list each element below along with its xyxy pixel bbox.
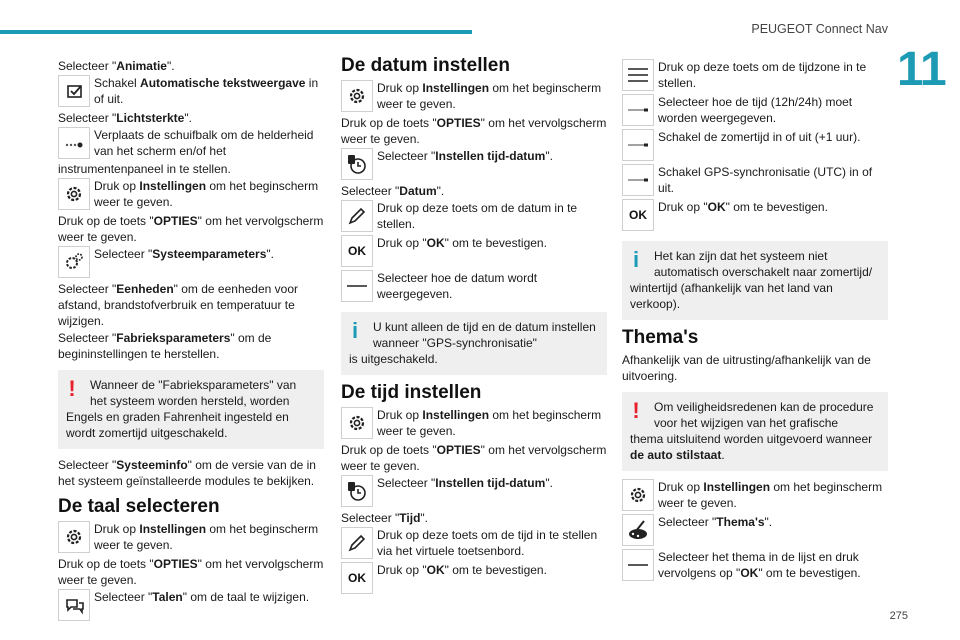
clock-icon [341, 475, 373, 507]
pencil-icon [341, 200, 373, 232]
paragraph: instrumentenpaneel in te stellen. [58, 162, 231, 176]
info-note: i Het kan zijn dat het systeem niet automatisch overschakelt naar zomertijd/ wintertijd (afhankelijk van het land van verkoop). [622, 241, 888, 320]
instruction-row: Druk op Instellingen om het beginscherm weer te geven. [341, 80, 607, 114]
instruction-row: Selecteer "Instellen tijd-datum". [341, 475, 607, 509]
clock-icon [341, 148, 373, 180]
header-title: PEUGEOT Connect Nav [751, 22, 888, 36]
paragraph: Selecteer "Fabrieksparameters" om de begininstellingen te herstellen. [58, 331, 272, 361]
section-heading: Thema's [622, 327, 699, 348]
paragraph: Selecteer "Tijd". [341, 511, 429, 525]
warning-icon: ! [68, 376, 76, 401]
theme-icon [622, 514, 654, 546]
instruction-row: Selecteer "Thema's". [622, 514, 888, 548]
instruction-row: OK Druk op "OK" om te bevestigen. [622, 199, 888, 233]
warning-note: ! Wanneer de "Fabrieksparameters" van het systeem worden hersteld, worden Engels en graden Fahrenheit ingesteld en wordt zomertijd uitgeschakeld. [58, 370, 324, 449]
instruction-row: Druk op Instellingen om het beginscherm weer te geven. [341, 407, 607, 441]
pencil-icon [341, 527, 373, 559]
paragraph: Selecteer "Lichtsterkte". [58, 111, 192, 125]
instruction-row: Druk op deze toets om de tijdzone in te stellen. [622, 59, 888, 93]
instruction-row: Druk op deze toets om de datum in te stellen. [341, 200, 607, 234]
list-icon [622, 59, 654, 91]
settings-icon [622, 479, 654, 511]
instruction-row: Schakel GPS-synchronisatie (UTC) in of uit. [622, 164, 888, 198]
warning-icon: ! [632, 398, 640, 423]
instruction-row: Selecteer "Talen" om de taal te wijzigen. [58, 589, 324, 623]
instruction-row: Selecteer hoe de datum wordt weergegeven. [341, 270, 607, 304]
paragraph: Druk op de toets "OPTIES" om het vervolgscherm weer te geven. [58, 214, 324, 244]
paragraph: Afhankelijk van de uitrusting/afhankelijk van de uitvoering. [622, 353, 871, 383]
section-heading: De tijd instellen [341, 382, 482, 403]
page-number: 275 [889, 610, 908, 622]
paragraph: Selecteer "Animatie". [58, 59, 175, 73]
settings-icon [58, 178, 90, 210]
paragraph: Selecteer "Datum". [341, 184, 445, 198]
ok-icon: OK [341, 235, 373, 267]
slider-icon [58, 127, 90, 159]
instruction-row: Schakel de zomertijd in of uit (+1 uur). [622, 129, 888, 163]
selector-icon [341, 270, 373, 302]
instruction-row: Selecteer "Systeemparameters". [58, 246, 324, 280]
paragraph: Druk op de toets "OPTIES" om het vervolgscherm weer te geven. [58, 557, 324, 587]
ok-icon: OK [341, 562, 373, 594]
instruction-row: Selecteer het thema in de lijst en druk vervolgens op "OK" om te bevestigen. [622, 549, 888, 583]
settings-icon [341, 407, 373, 439]
paragraph: Selecteer "Systeeminfo" om de versie van de in het systeem geïnstalleerde modules te bekijken. [58, 458, 316, 488]
language-icon [58, 589, 90, 621]
paragraph: Druk op de toets "OPTIES" om het vervolgscherm weer te geven. [341, 116, 607, 146]
instruction-row: Druk op Instellingen om het beginscherm weer te geven. [58, 521, 324, 555]
section-heading: De taal selecteren [58, 496, 220, 517]
paragraph: Selecteer "Eenheden" om de eenheden voor afstand, brandstofverbruik en temperatuur te wijzigen. [58, 282, 299, 328]
ok-icon: OK [622, 199, 654, 231]
info-note: i U kunt alleen de tijd en de datum instellen wanneer "GPS-synchronisatie" is uitgeschakeld. [341, 312, 607, 375]
instruction-row: Druk op deze toets om de tijd in te stellen via het virtuele toetsenbord. [341, 527, 607, 561]
instruction-row: Druk op Instellingen om het beginscherm weer te geven. [622, 479, 888, 513]
system-settings-icon [58, 246, 90, 278]
section-heading: De datum instellen [341, 55, 510, 76]
header-accent-bar [0, 30, 472, 34]
column-3 [622, 58, 888, 584]
info-icon: i [632, 247, 640, 272]
toggle-icon [622, 129, 654, 161]
chapter-number: 11 [897, 43, 946, 96]
info-icon: i [351, 318, 359, 343]
settings-icon [58, 521, 90, 553]
column-1 [58, 58, 324, 624]
selector-icon [622, 94, 654, 126]
toggle-icon [622, 164, 654, 196]
settings-icon [341, 80, 373, 112]
instruction-row: Selecteer hoe de tijd (12h/24h) moet worden weergegeven. [622, 94, 888, 128]
paragraph: Druk op de toets "OPTIES" om het vervolgscherm weer te geven. [341, 443, 607, 473]
instruction-row: Druk op Instellingen om het beginscherm weer te geven. [58, 178, 324, 212]
checkbox-icon [58, 75, 90, 107]
instruction-row: OK Druk op "OK" om te bevestigen. [341, 562, 607, 596]
instruction-row: Verplaats de schuifbalk om de helderheid van het scherm en/of het [58, 127, 324, 161]
instruction-row: OK Druk op "OK" om te bevestigen. [341, 235, 607, 269]
instruction-row: Selecteer "Instellen tijd-datum". [341, 148, 607, 182]
warning-note: ! Om veiligheidsredenen kan de procedure voor het wijzigen van het grafische thema uitsluitend worden uitgevoerd wanneer de auto stilstaat. [622, 392, 888, 471]
selector-icon [622, 549, 654, 581]
column-2 [341, 55, 607, 597]
instruction-row: Schakel Automatische tekstweergave in of uit. [58, 75, 324, 109]
